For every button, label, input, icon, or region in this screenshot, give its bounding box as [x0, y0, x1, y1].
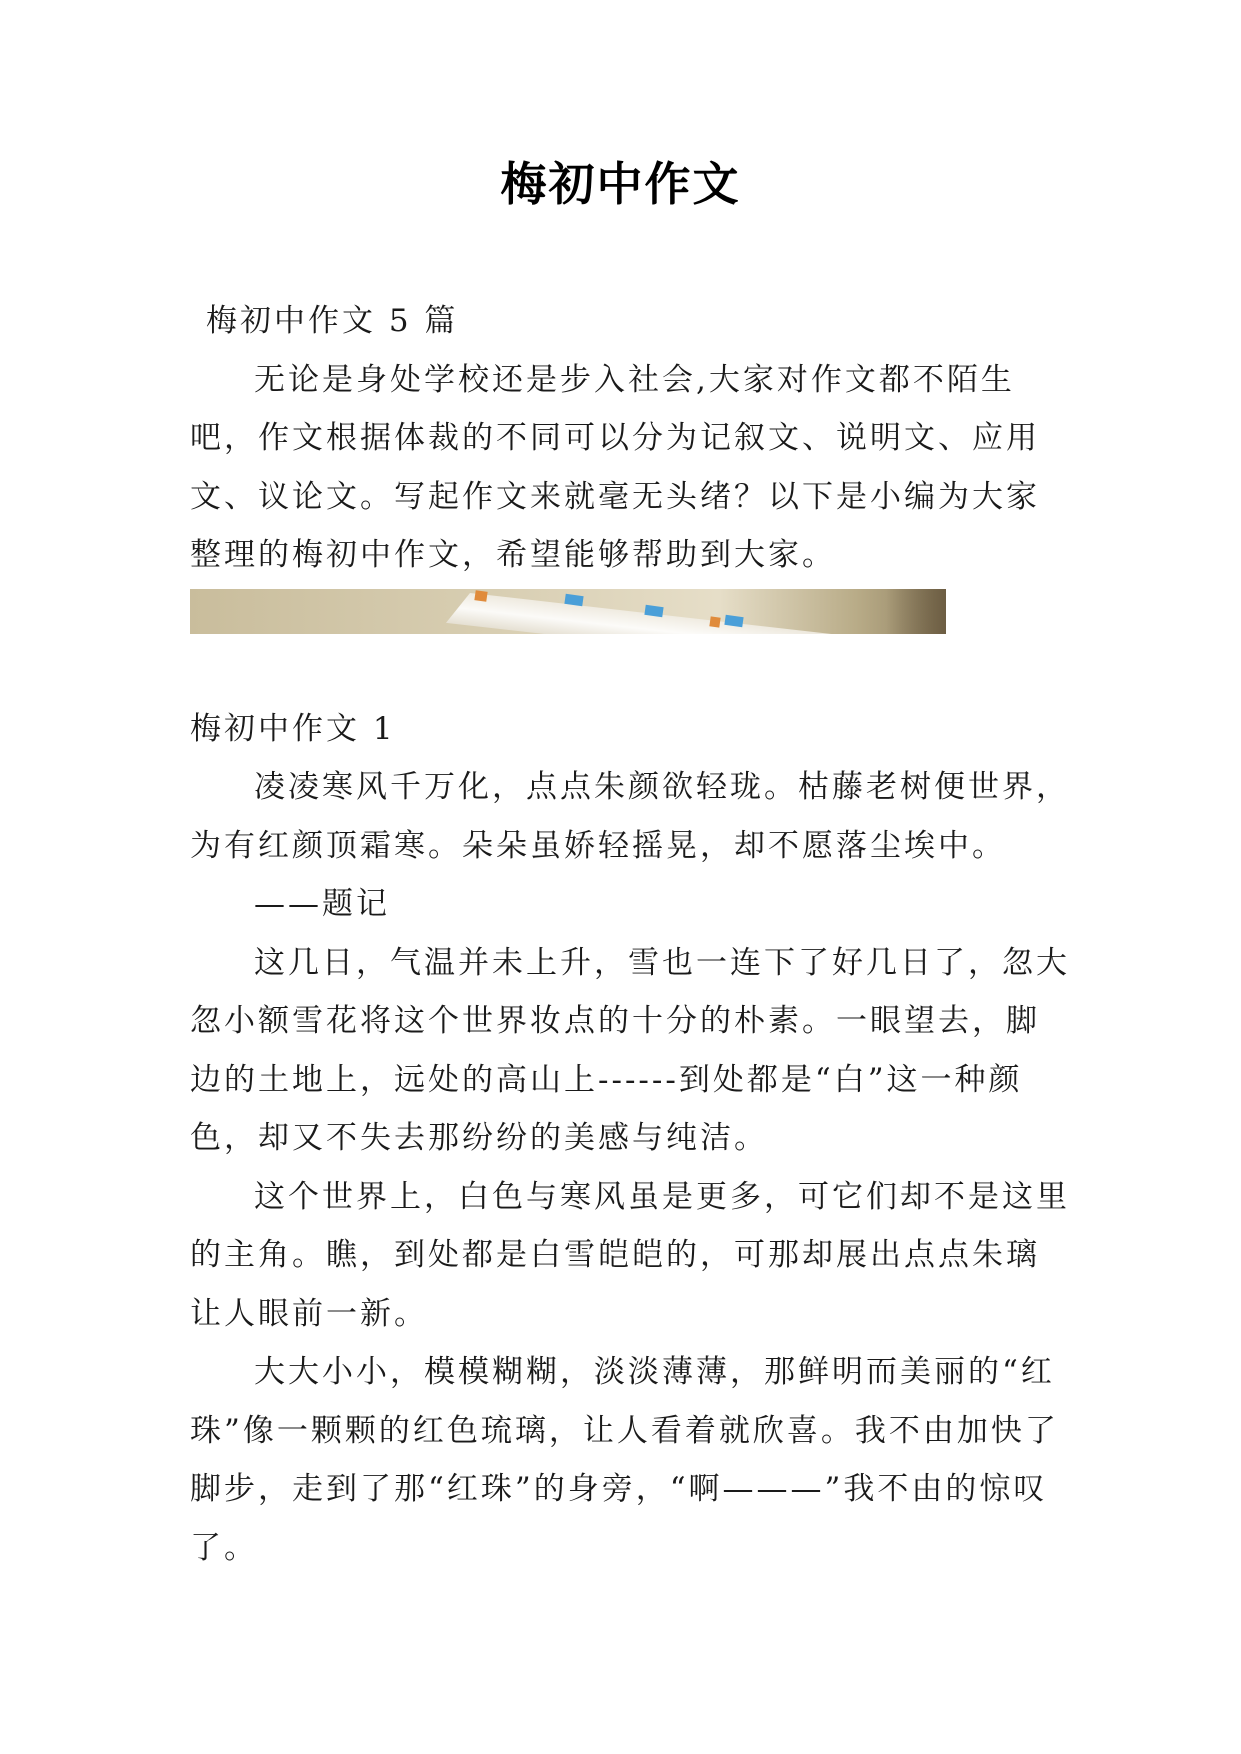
- body-paragraph-3: 这个世界上，白色与寒风虽是更多，可它们却不是这里的主角。瞧，到处都是白雪皑皑的，可那却展出点点朱璃让人眼前一新。: [190, 1178, 1070, 1332]
- document-subtitle: 梅初中作文 5 篇: [206, 303, 459, 339]
- document-body: [190, 292, 1070, 1577]
- decorative-banner-image: [190, 589, 946, 634]
- document-title: 梅初中作文: [500, 157, 741, 211]
- epigraph-attribution: ——题记: [254, 886, 390, 922]
- banner-mark: [644, 604, 663, 616]
- banner-mark: [724, 614, 743, 626]
- section-gap: [190, 634, 1070, 700]
- body-paragraph-4: 大大小小，模模糊糊，淡淡薄薄，那鲜明而美丽的“红珠”像一颗颗的红色琉璃，让人看着就欣喜。我不由加快了脚步，走到了那“红珠”的身旁，“啊———”我不由的惊叹了。: [190, 1354, 1059, 1566]
- banner-shade: [886, 589, 946, 634]
- intro-paragraph: 无论是身处学校还是步入社会,大家对作文都不陌生吧，作文根据体裁的不同可以分为记叙文、说明文、应用文、议论文。写起作文来就毫无头绪？以下是小编为大家整理的梅初中作文，希望能够帮助到大家。: [190, 361, 1040, 573]
- body-paragraph-2: 这几日，气温并未上升，雪也一连下了好几日了，忽大忽小额雪花将这个世界妆点的十分的朴素。一眼望去，脚边的土地上，远处的高山上------到处都是“白”这一种颜色，却又不失去那纷纷的美感与纯洁。: [190, 944, 1070, 1156]
- banner-mark: [709, 616, 720, 627]
- section-heading: 梅初中作文 1: [190, 710, 396, 747]
- body-paragraph-1: 凌凌寒风千万化，点点朱颜欲轻珑。枯藤老树便世界，为有红颜顶霜寒。朵朵虽娇轻摇晃，却不愿落尘埃中。: [190, 769, 1070, 864]
- banner-mark: [474, 590, 487, 602]
- banner-mark: [564, 593, 583, 605]
